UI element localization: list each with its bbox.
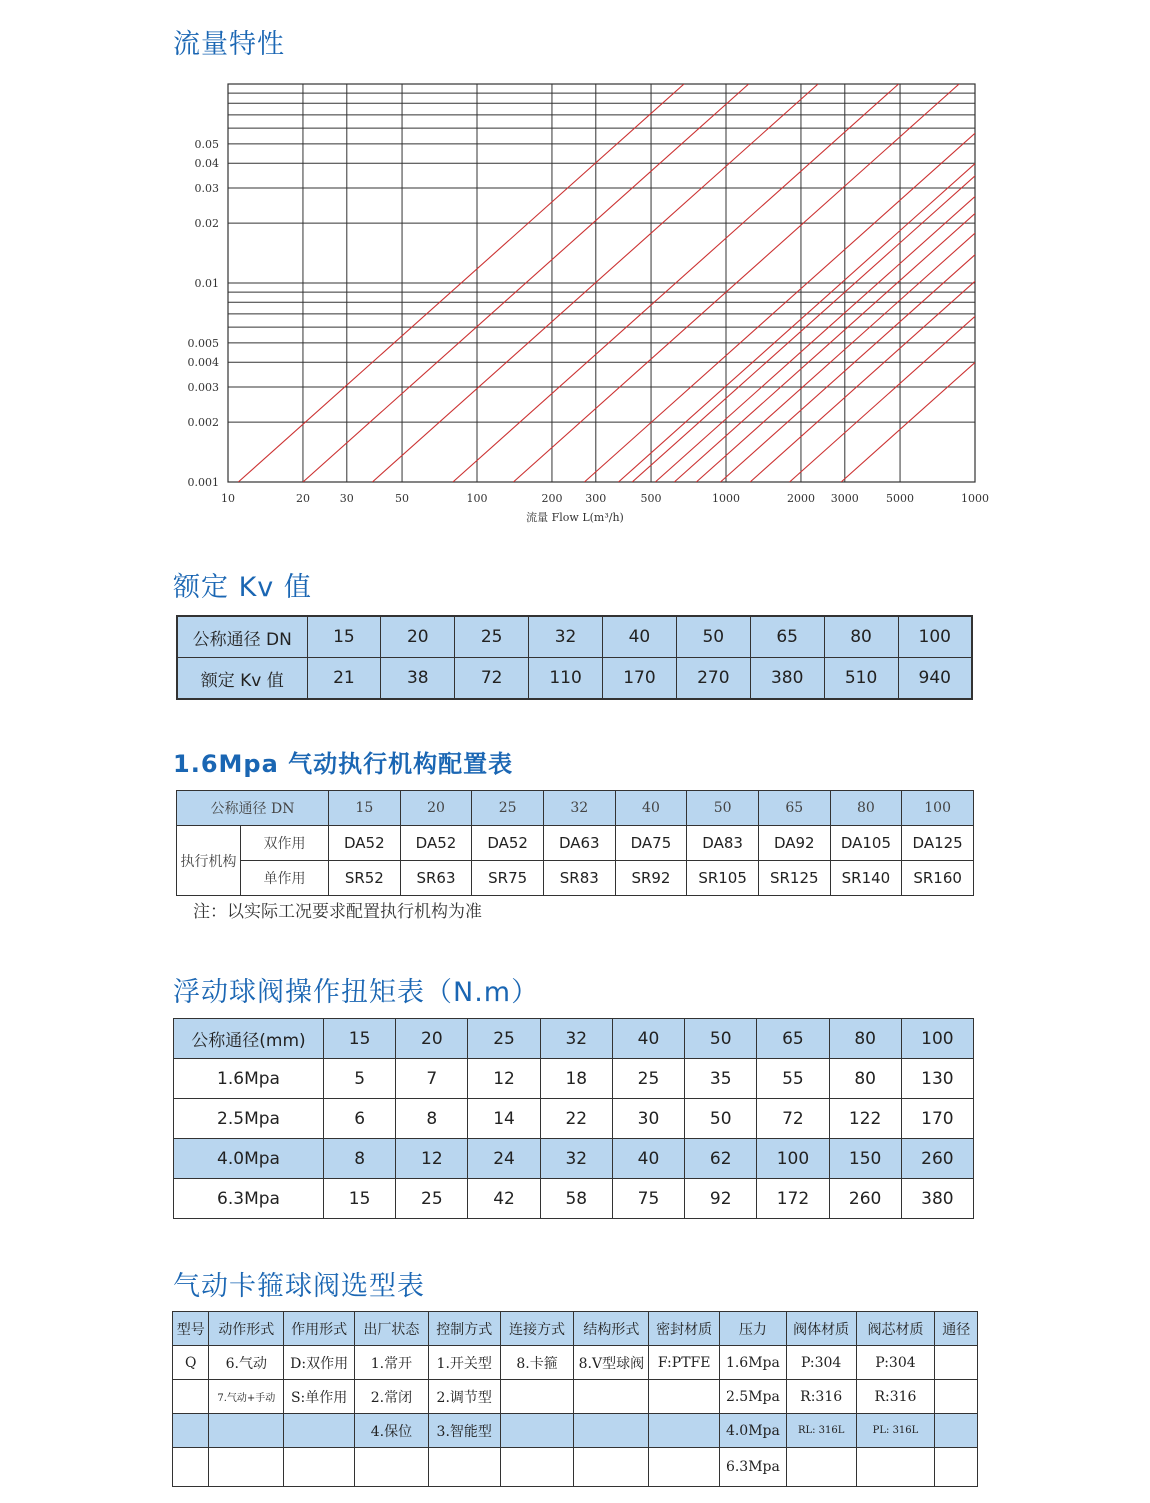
torque-pressure-label: 2.5Mpa — [174, 1099, 324, 1139]
selection-cell: 3.智能型 — [428, 1414, 500, 1448]
torque-value-cell: 50 — [685, 1099, 757, 1139]
torque-value-cell: 25 — [396, 1179, 468, 1219]
x-tick-label: 3000 — [830, 492, 859, 505]
x-tick-label: 20 — [295, 492, 310, 505]
y-tick-label: 0.02 — [194, 217, 219, 231]
selection-cell — [173, 1414, 209, 1448]
selection-cell: 8.V型球阀 — [574, 1346, 649, 1380]
selection-cell — [284, 1414, 355, 1448]
selection-cell — [284, 1448, 355, 1487]
actuator-group-label: 执行机构 — [177, 826, 241, 896]
torque-dn-cell: 65 — [757, 1019, 829, 1059]
selection-cell: Q — [173, 1346, 209, 1380]
kv-dn-cell: 20 — [381, 616, 455, 658]
actuator-single-cell: SR52 — [329, 861, 401, 896]
torque-value-cell: 130 — [901, 1059, 973, 1099]
y-tick-label: 0.01 — [194, 277, 219, 290]
selection-cell — [856, 1448, 935, 1487]
actuator-single-cell: SR63 — [400, 861, 472, 896]
chart-x-axis-label: 流量 Flow L(m³/h) — [526, 511, 624, 524]
x-tick-label: 100 — [466, 492, 488, 505]
torque-header-label: 公称通径(mm) — [174, 1019, 324, 1059]
selection-cell: 8.卡箍 — [500, 1346, 574, 1380]
selection-cell — [935, 1380, 978, 1414]
selection-header-cell: 压力 — [720, 1312, 787, 1346]
y-tick-label: 0.04 — [194, 157, 219, 171]
kv-value-cell: 510 — [824, 658, 898, 700]
selection-cell — [649, 1380, 720, 1414]
actuator-double-cell: DA75 — [615, 826, 687, 861]
selection-cell: 1.6Mpa — [720, 1346, 787, 1380]
selection-cell — [173, 1380, 209, 1414]
actuator-dn-cell: 15 — [329, 791, 401, 826]
actuator-single-label: 单作用 — [241, 861, 329, 896]
torque-value-cell: 170 — [901, 1099, 973, 1139]
x-tick-label: 50 — [395, 492, 410, 505]
actuator-double-cell: DA105 — [830, 826, 902, 861]
torque-dn-cell: 25 — [468, 1019, 540, 1059]
x-tick-label: 1000 — [961, 492, 989, 505]
actuator-double-row — [177, 826, 974, 861]
y-tick-label: 0.001 — [187, 476, 219, 489]
x-tick-label: 500 — [640, 492, 662, 505]
selection-cell: 2.5Mpa — [720, 1380, 787, 1414]
torque-value-cell: 15 — [324, 1179, 396, 1219]
selection-header-cell: 阀体材质 — [786, 1312, 856, 1346]
selection-row — [173, 1414, 978, 1448]
selection-row — [173, 1380, 978, 1414]
torque-value-cell: 58 — [540, 1179, 612, 1219]
torque-value-cell: 380 — [901, 1179, 973, 1219]
selection-cell: 4.保位 — [355, 1414, 429, 1448]
torque-value-cell: 7 — [396, 1059, 468, 1099]
torque-value-cell: 8 — [396, 1099, 468, 1139]
torque-dn-cell: 80 — [829, 1019, 901, 1059]
torque-value-cell: 5 — [324, 1059, 396, 1099]
selection-header-cell: 控制方式 — [428, 1312, 500, 1346]
torque-pressure-label: 1.6Mpa — [174, 1059, 324, 1099]
kv-value-cell: 380 — [750, 658, 824, 700]
selection-cell — [428, 1448, 500, 1487]
torque-dn-cell: 50 — [685, 1019, 757, 1059]
torque-value-cell: 30 — [612, 1099, 684, 1139]
selection-cell: 1.开关型 — [428, 1346, 500, 1380]
torque-value-cell: 32 — [540, 1139, 612, 1179]
chart-y-ticks — [188, 138, 220, 489]
selection-header-cell: 动作形式 — [209, 1312, 284, 1346]
torque-value-cell: 75 — [612, 1179, 684, 1219]
selection-cell — [786, 1448, 856, 1487]
torque-value-cell: 12 — [396, 1139, 468, 1179]
torque-value-cell: 42 — [468, 1179, 540, 1219]
torque-value-cell: 22 — [540, 1099, 612, 1139]
actuator-header-label: 公称通径 DN — [177, 791, 329, 826]
torque-row — [174, 1179, 974, 1219]
selection-cell — [935, 1414, 978, 1448]
actuator-double-cell: DA83 — [687, 826, 759, 861]
x-tick-label: 10 — [221, 492, 235, 505]
selection-cell: 7.气动+手动 — [209, 1380, 284, 1414]
torque-value-cell: 8 — [324, 1139, 396, 1179]
selection-cell — [935, 1346, 978, 1380]
actuator-double-cell: DA52 — [329, 826, 401, 861]
torque-dn-cell: 20 — [396, 1019, 468, 1059]
actuator-single-cell: SR125 — [758, 861, 830, 896]
y-tick-label: 0.003 — [187, 381, 219, 395]
actuator-dn-cell: 50 — [687, 791, 759, 826]
x-tick-label: 30 — [339, 492, 354, 505]
selection-cell: R:316 — [856, 1380, 935, 1414]
actuator-double-cell: DA92 — [758, 826, 830, 861]
actuator-single-cell: SR105 — [687, 861, 759, 896]
selection-cell — [209, 1414, 284, 1448]
actuator-dn-cell: 40 — [615, 791, 687, 826]
selection-row — [173, 1346, 978, 1380]
selection-row — [173, 1448, 978, 1487]
selection-header-cell: 结构形式 — [574, 1312, 649, 1346]
y-tick-label: 0.005 — [187, 336, 219, 350]
kv-dn-cell: 50 — [676, 616, 750, 658]
x-tick-label: 5000 — [886, 492, 915, 505]
torque-value-cell: 150 — [829, 1139, 901, 1179]
kv-value-cell: 170 — [603, 658, 677, 700]
selection-cell: F:PTFE — [649, 1346, 720, 1380]
actuator-single-cell: SR75 — [472, 861, 544, 896]
kv-value-cell: 38 — [381, 658, 455, 700]
actuator-double-cell: DA52 — [400, 826, 472, 861]
actuator-double-cell: DA125 — [902, 826, 974, 861]
selection-cell: 6.气动 — [209, 1346, 284, 1380]
kv-row-label: 公称通径 DN — [177, 616, 307, 658]
torque-dn-cell: 32 — [540, 1019, 612, 1059]
torque-section-title: 浮动球阀操作扭矩表（N.m） — [173, 977, 540, 1008]
selection-cell — [649, 1414, 720, 1448]
selection-cell — [574, 1448, 649, 1487]
actuator-single-cell: SR92 — [615, 861, 687, 896]
kv-row-label: 额定 Kv 值 — [177, 658, 307, 700]
kv-dn-cell: 15 — [307, 616, 381, 658]
torque-value-cell: 55 — [757, 1059, 829, 1099]
actuator-dn-cell: 25 — [472, 791, 544, 826]
actuator-single-cell: SR160 — [902, 861, 974, 896]
selection-header-row — [173, 1312, 978, 1346]
selection-section-title: 气动卡箍球阀选型表 — [173, 1271, 425, 1302]
actuator-single-cell: SR140 — [830, 861, 902, 896]
torque-value-cell: 62 — [685, 1139, 757, 1179]
actuator-double-cell: DA63 — [543, 826, 615, 861]
selection-cell — [173, 1448, 209, 1487]
actuator-dn-cell: 80 — [830, 791, 902, 826]
torque-table — [173, 1018, 974, 1219]
kv-row-dn — [177, 616, 972, 658]
selection-header-cell: 阀芯材质 — [856, 1312, 935, 1346]
torque-dn-cell: 40 — [612, 1019, 684, 1059]
torque-row — [174, 1139, 974, 1179]
actuator-single-cell: SR83 — [543, 861, 615, 896]
selection-cell: 1.常开 — [355, 1346, 429, 1380]
kv-dn-cell: 25 — [455, 616, 529, 658]
actuator-double-cell: DA52 — [472, 826, 544, 861]
selection-cell — [649, 1448, 720, 1487]
x-tick-label: 2000 — [786, 492, 815, 505]
selection-header-cell: 通径 — [935, 1312, 978, 1346]
torque-value-cell: 12 — [468, 1059, 540, 1099]
kv-row-kv — [177, 658, 972, 700]
actuator-dn-cell: 20 — [400, 791, 472, 826]
torque-value-cell: 72 — [757, 1099, 829, 1139]
selection-header-cell: 连接方式 — [500, 1312, 574, 1346]
torque-pressure-label: 6.3Mpa — [174, 1179, 324, 1219]
actuator-section-title: 1.6Mpa 气动执行机构配置表 — [173, 750, 514, 778]
selection-cell — [574, 1380, 649, 1414]
kv-dn-cell: 32 — [529, 616, 603, 658]
torque-value-cell: 25 — [612, 1059, 684, 1099]
flow-section-title: 流量特性 — [173, 29, 285, 60]
kv-value-cell: 940 — [898, 658, 972, 700]
x-tick-label: 1000 — [712, 492, 740, 505]
actuator-dn-cell: 100 — [902, 791, 974, 826]
y-tick-label: 0.002 — [187, 416, 219, 430]
torque-value-cell: 24 — [468, 1139, 540, 1179]
selection-cell: 6.3Mpa — [720, 1448, 787, 1487]
actuator-note: 注：以实际工况要求配置执行机构为准 — [193, 902, 482, 922]
selection-header-cell: 型号 — [173, 1312, 209, 1346]
selection-cell: D:双作用 — [284, 1346, 355, 1380]
selection-cell: RL: 316L — [786, 1414, 856, 1448]
kv-value-cell: 72 — [455, 658, 529, 700]
selection-header-cell: 密封材质 — [649, 1312, 720, 1346]
actuator-dn-cell: 32 — [543, 791, 615, 826]
selection-cell: 2.常闭 — [355, 1380, 429, 1414]
actuator-single-row — [177, 861, 974, 896]
selection-cell: 4.0Mpa — [720, 1414, 787, 1448]
actuator-double-label: 双作用 — [241, 826, 329, 861]
selection-cell: P:304 — [786, 1346, 856, 1380]
kv-table — [176, 615, 973, 700]
kv-value-cell: 21 — [307, 658, 381, 700]
actuator-dn-cell: 65 — [758, 791, 830, 826]
selection-cell: S:单作用 — [284, 1380, 355, 1414]
torque-header-row — [174, 1019, 974, 1059]
torque-value-cell: 35 — [685, 1059, 757, 1099]
torque-value-cell: 92 — [685, 1179, 757, 1219]
selection-cell: PL: 316L — [856, 1414, 935, 1448]
kv-value-cell: 270 — [676, 658, 750, 700]
selection-cell — [574, 1414, 649, 1448]
torque-value-cell: 14 — [468, 1099, 540, 1139]
torque-dn-cell: 15 — [324, 1019, 396, 1059]
selection-cell — [935, 1448, 978, 1487]
y-tick-label: 0.004 — [187, 356, 219, 370]
selection-cell: P:304 — [856, 1346, 935, 1380]
selection-table — [172, 1311, 978, 1487]
selection-cell — [355, 1448, 429, 1487]
kv-dn-cell: 40 — [603, 616, 677, 658]
y-tick-label: 0.05 — [194, 137, 219, 151]
selection-cell — [500, 1380, 574, 1414]
x-tick-label: 200 — [541, 492, 563, 505]
actuator-table — [176, 790, 974, 896]
selection-cell: R:316 — [786, 1380, 856, 1414]
selection-cell — [209, 1448, 284, 1487]
torque-value-cell: 18 — [540, 1059, 612, 1099]
torque-value-cell: 6 — [324, 1099, 396, 1139]
chart-grid — [228, 84, 975, 482]
kv-dn-cell: 100 — [898, 616, 972, 658]
x-tick-label: 300 — [585, 492, 607, 505]
selection-header-cell: 出厂状态 — [355, 1312, 429, 1346]
torque-row — [174, 1099, 974, 1139]
y-tick-label: 0.03 — [194, 182, 219, 196]
torque-value-cell: 80 — [829, 1059, 901, 1099]
kv-section-title: 额定 Kv 值 — [173, 572, 312, 603]
torque-value-cell: 260 — [829, 1179, 901, 1219]
torque-value-cell: 260 — [901, 1139, 973, 1179]
selection-cell — [500, 1414, 574, 1448]
torque-pressure-label: 4.0Mpa — [174, 1139, 324, 1179]
torque-value-cell: 40 — [612, 1139, 684, 1179]
torque-row — [174, 1059, 974, 1099]
actuator-header-row — [177, 791, 974, 826]
torque-value-cell: 122 — [829, 1099, 901, 1139]
flow-chart — [0, 0, 1150, 540]
selection-cell — [500, 1448, 574, 1487]
kv-dn-cell: 65 — [750, 616, 824, 658]
chart-x-ticks — [221, 492, 989, 505]
torque-value-cell: 172 — [757, 1179, 829, 1219]
kv-dn-cell: 80 — [824, 616, 898, 658]
selection-cell: 2.调节型 — [428, 1380, 500, 1414]
kv-value-cell: 110 — [529, 658, 603, 700]
selection-header-cell: 作用形式 — [284, 1312, 355, 1346]
torque-dn-cell: 100 — [901, 1019, 973, 1059]
torque-value-cell: 100 — [757, 1139, 829, 1179]
